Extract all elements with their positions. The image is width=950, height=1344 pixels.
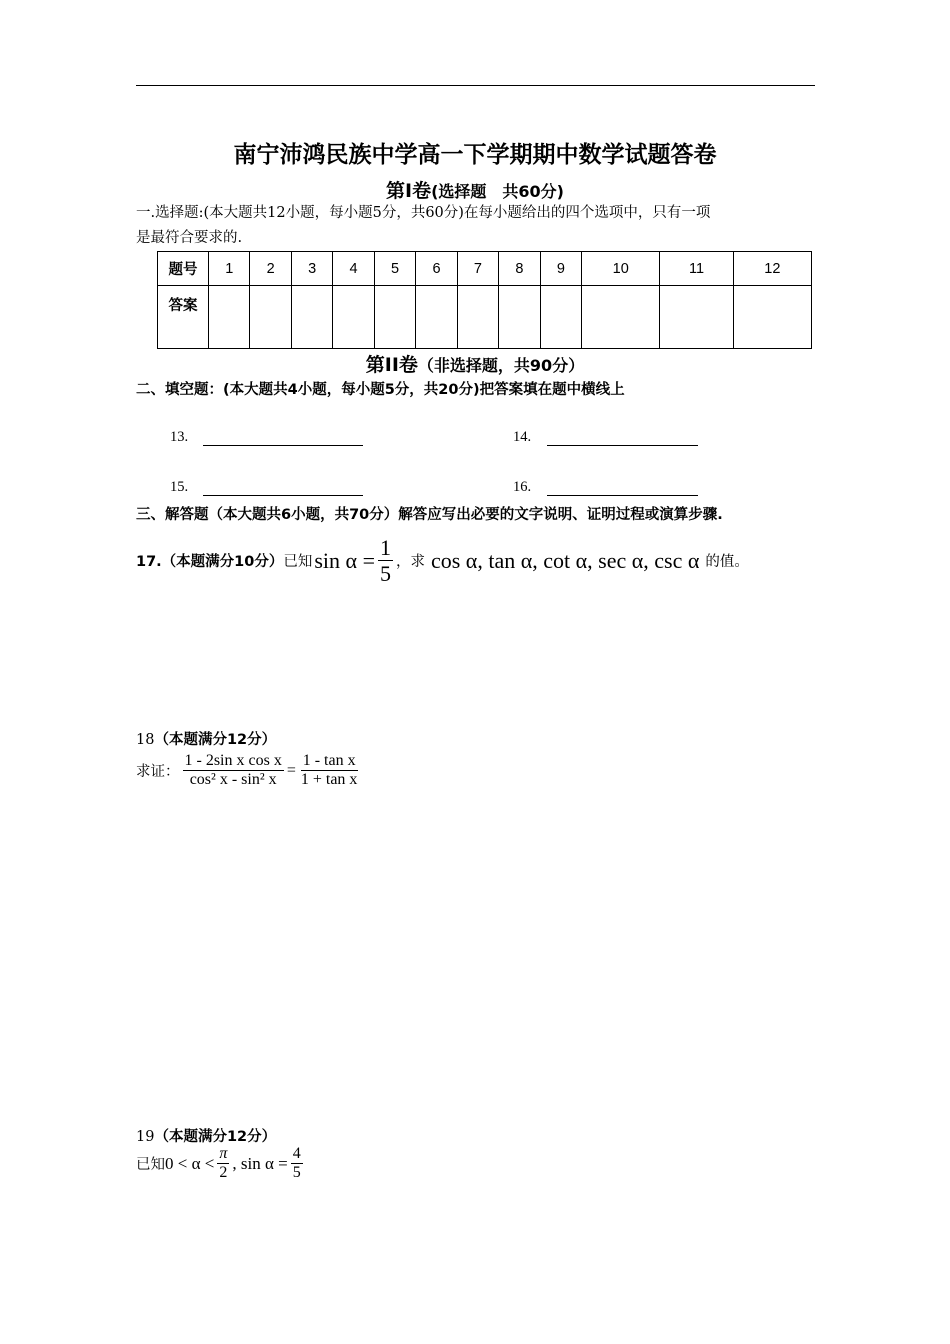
question-18-header bbox=[136, 728, 276, 749]
q17-targets: cos α, tan α, cot α, sec α, csc α bbox=[430, 547, 700, 573]
q17-tail: 的值。 bbox=[705, 554, 749, 571]
blank-line-16[interactable] bbox=[547, 495, 698, 496]
question-number: 9 bbox=[540, 252, 581, 286]
q19-value-num: 4 bbox=[291, 1145, 303, 1164]
q19-value-den: 5 bbox=[292, 1164, 301, 1182]
question-number: 2 bbox=[250, 252, 291, 286]
answer-cell[interactable] bbox=[416, 286, 457, 349]
answer-cell[interactable] bbox=[457, 286, 498, 349]
answer-cell[interactable] bbox=[660, 286, 733, 349]
q19-sin: , sin α = bbox=[232, 1153, 288, 1173]
page-title: 南宁沛鸿民族中学高一下学期期中数学试题答卷 bbox=[233, 142, 717, 168]
blank-label-16: 16. bbox=[513, 479, 532, 495]
part1-instructions-line2: 是最符合要求的. bbox=[136, 230, 243, 246]
q18-equals: = bbox=[286, 761, 296, 779]
question-number: 4 bbox=[333, 252, 374, 286]
question-number: 1 bbox=[209, 252, 250, 286]
answer-table-header-row bbox=[158, 252, 812, 286]
question-number: 3 bbox=[291, 252, 332, 286]
question-number: 10 bbox=[582, 252, 660, 286]
answer-cell[interactable] bbox=[291, 286, 332, 349]
answer-row-label: 答案 bbox=[158, 286, 209, 349]
blank-label-13: 13. bbox=[170, 429, 189, 445]
number-row-label: 题号 bbox=[158, 252, 209, 286]
q19-value-fraction bbox=[291, 1145, 303, 1183]
q17-fraction bbox=[378, 535, 393, 587]
q19-pi: π bbox=[217, 1145, 229, 1164]
q18-lhs-den: cos² x - sin² x bbox=[189, 771, 277, 789]
answer-table-answer-row bbox=[158, 286, 812, 349]
question-number: 6 bbox=[416, 252, 457, 286]
top-rule bbox=[136, 85, 815, 86]
answer-cell[interactable] bbox=[582, 286, 660, 349]
q19-two: 2 bbox=[219, 1164, 228, 1182]
q17-lhs: sin α = bbox=[314, 547, 375, 573]
q18-lhs-num: 1 - 2sin x cos x bbox=[183, 752, 284, 771]
part2-heading-sub: （非选择题，共90分） bbox=[417, 356, 585, 375]
answer-cell[interactable] bbox=[499, 286, 540, 349]
blank-line-13[interactable] bbox=[203, 445, 363, 446]
q19-label: （本题满分12分） bbox=[154, 1129, 277, 1145]
blank-label-14: 14. bbox=[513, 429, 532, 445]
q19-number: 19 bbox=[136, 1129, 155, 1145]
blank-label-15: 15. bbox=[170, 479, 189, 495]
answer-cell[interactable] bbox=[209, 286, 250, 349]
question-number: 8 bbox=[499, 252, 540, 286]
part1-heading bbox=[0, 176, 950, 203]
q18-number: 18 bbox=[136, 732, 155, 748]
answer-cell[interactable] bbox=[733, 286, 811, 349]
fill-in-heading: 二、填空题：(本大题共4小题，每小题5分，共20分)把答案填在题中横线上 bbox=[136, 382, 625, 398]
answer-cell[interactable] bbox=[540, 286, 581, 349]
q18-rhs-den: 1 + tan x bbox=[300, 771, 358, 789]
answer-cell[interactable] bbox=[333, 286, 374, 349]
blank-line-15[interactable] bbox=[203, 495, 363, 496]
question-19-header bbox=[136, 1125, 276, 1146]
question-number: 11 bbox=[660, 252, 733, 286]
part1-heading-sub: (选择题 共60分) bbox=[431, 182, 564, 201]
question-number: 12 bbox=[733, 252, 811, 286]
part2-heading-main: 第II卷 bbox=[365, 354, 418, 376]
part1-heading-main: 第Ⅰ卷 bbox=[386, 180, 432, 202]
answer-table bbox=[157, 251, 812, 349]
q18-label: （本题满分12分） bbox=[154, 732, 277, 748]
answer-cell[interactable] bbox=[374, 286, 415, 349]
q17-label: 17.（本题满分10分） bbox=[136, 554, 284, 571]
q18-rhs-num: 1 - tan x bbox=[301, 752, 358, 771]
question-19 bbox=[136, 1145, 306, 1183]
q19-pi-fraction bbox=[217, 1145, 229, 1183]
part1-instructions-line1: 一.选择题:(本大题共12小题，每小题5分，共60分)在每小题给出的四个选项中，只有一项 bbox=[136, 205, 711, 221]
question-number: 7 bbox=[457, 252, 498, 286]
q18-rhs-fraction bbox=[299, 752, 360, 790]
blank-line-14[interactable] bbox=[547, 445, 698, 446]
q17-fraction-num: 1 bbox=[379, 535, 391, 560]
question-17 bbox=[136, 535, 749, 587]
q17-ask: ，求 bbox=[395, 554, 425, 571]
part2-heading bbox=[0, 350, 950, 377]
q17-fraction-den: 5 bbox=[379, 561, 391, 587]
question-18 bbox=[136, 752, 362, 790]
solve-heading: 三、解答题（本大题共6小题，共70分）解答应写出必要的文字说明、证明过程或演算步骤. bbox=[136, 507, 723, 523]
q17-given: 已知 bbox=[283, 554, 313, 571]
q19-given: 已知 bbox=[136, 1157, 165, 1174]
q19-inequality: 0 < α < bbox=[165, 1153, 215, 1173]
q18-prove: 求证： bbox=[136, 764, 180, 781]
answer-cell[interactable] bbox=[250, 286, 291, 349]
question-number: 5 bbox=[374, 252, 415, 286]
q18-lhs-fraction bbox=[183, 752, 284, 790]
